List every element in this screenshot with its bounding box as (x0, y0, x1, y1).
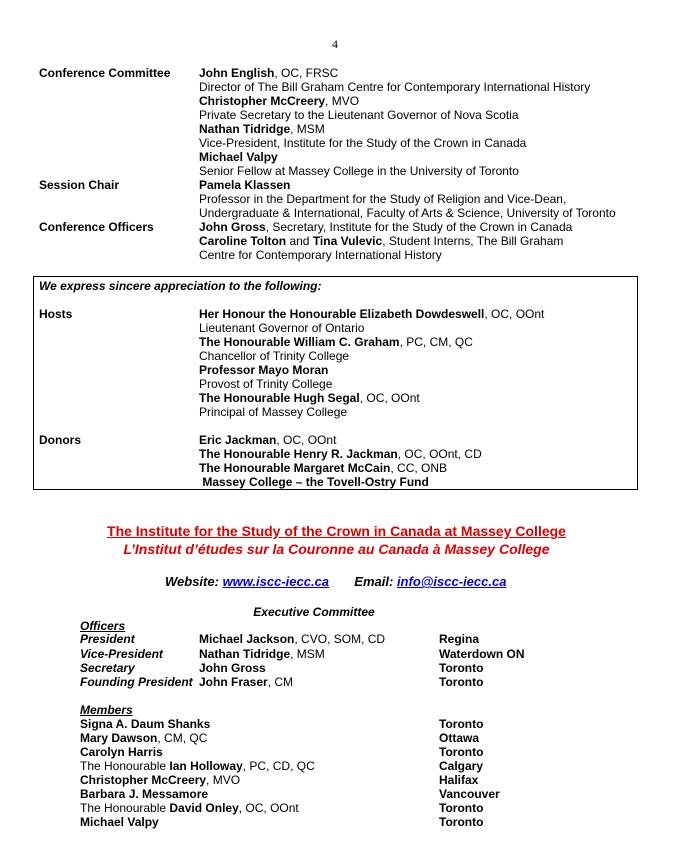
officer-role: Vice-President (80, 647, 163, 661)
officer-city: Waterdown ON (439, 647, 525, 661)
donor-line: The Honourable Margaret McCain, CC, ONB (199, 461, 448, 475)
member-city: Ottawa (439, 731, 480, 745)
chair-line: Undergraduate & International, Faculty of Arts & Science, University of Toronto (199, 206, 616, 220)
member-city: Toronto (439, 801, 484, 815)
member-city: Toronto (439, 815, 484, 829)
officer-line: Caroline Tolton and Tina Vulevic, Student Interns, The Bill Graham (199, 234, 564, 248)
email-label: Email: (354, 574, 394, 589)
conf-line: Vice-President, Institute for the Study of the Crown in Canada (199, 136, 527, 150)
donor-line: Eric Jackman, OC, OOnt (199, 433, 337, 447)
officer-name: Nathan Tidridge, MSM (199, 647, 325, 661)
host-line: The Honourable Hugh Segal, OC, OOnt (199, 391, 420, 405)
donor-line: Massey College – the Tovell-Ostry Fund (199, 475, 429, 489)
website-label: Website: (165, 574, 219, 589)
host-line: Principal of Massey College (199, 405, 348, 419)
host-line: Chancellor of Trinity College (199, 349, 350, 363)
officer-city: Toronto (439, 675, 484, 689)
member-name: Barbara J. Messamore (80, 787, 209, 801)
officer-name: John Gross (199, 661, 266, 675)
host-line: The Honourable William C. Graham, PC, CM, QC (199, 335, 473, 349)
conf-line: Director of The Bill Graham Centre for Contemporary International History (199, 80, 591, 94)
officer-name: Michael Jackson, CVO, SOM, CD (199, 632, 386, 646)
conf-line: Senior Fellow at Massey College in the University of Toronto (199, 164, 519, 178)
donor-line: The Honourable Henry R. Jackman, OC, OOnt, CD (199, 447, 482, 461)
conf-line: John English, OC, FRSC (199, 66, 339, 80)
conf-line: Michael Valpy (199, 150, 278, 164)
host-line: Professor Mayo Moran (199, 363, 329, 377)
conf-line: Private Secretary to the Lieutenant Governor of Nova Scotia (199, 108, 519, 122)
member-city: Vancouver (439, 787, 500, 801)
website-link[interactable]: www.iscc-iecc.ca (222, 574, 330, 589)
institute-title-en: The Institute for the Study of the Crown in Canada at Massey College (107, 523, 566, 539)
member-name: The Honourable David Onley, OC, OOnt (80, 801, 299, 815)
page-number: 4 (332, 37, 338, 51)
member-city: Toronto (439, 745, 484, 759)
officer-city: Toronto (439, 661, 484, 675)
member-name: Carolyn Harris (80, 745, 163, 759)
conf-line: Nathan Tidridge, MSM (199, 122, 325, 136)
officer-role: Founding President (80, 675, 193, 689)
officer-role: Secretary (80, 661, 135, 675)
donors-label: Donors (39, 433, 81, 447)
officers-heading: Officers (80, 619, 126, 633)
email-link[interactable]: info@iscc-iecc.ca (396, 574, 507, 589)
session-chair-label: Session Chair (39, 178, 120, 192)
officer-line: John Gross, Secretary, Institute for the Study of the Crown in Canada (199, 220, 573, 234)
member-name: Christopher McCreery, MVO (80, 773, 241, 787)
exec-heading: Executive Committee (253, 605, 375, 619)
member-name: Mary Dawson, CM, QC (80, 731, 208, 745)
members-heading: Members (80, 703, 133, 717)
conference-committee-label: Conference Committee (39, 66, 171, 80)
host-line: Provost of Trinity College (199, 377, 333, 391)
chair-line: Professor in the Department for the Study of Religion and Vice-Dean, (199, 192, 567, 206)
hosts-label: Hosts (39, 307, 73, 321)
chair-line: Pamela Klassen (199, 178, 291, 192)
member-name: Michael Valpy (80, 815, 159, 829)
officer-line: Centre for Contemporary International History (199, 248, 442, 262)
appreciation-heading: We express sincere appreciation to the following: (39, 279, 322, 293)
member-city: Calgary (439, 759, 484, 773)
host-line: Lieutenant Governor of Ontario (199, 321, 365, 335)
member-name: Signa A. Daum Shanks (80, 717, 211, 731)
officer-city: Regina (439, 632, 480, 646)
contact-line (165, 575, 506, 589)
member-name: The Honourable Ian Holloway, PC, CD, QC (80, 759, 315, 773)
host-line: Her Honour the Honourable Elizabeth Dowdeswell, OC, OOnt (199, 307, 545, 321)
member-city: Toronto (439, 717, 484, 731)
conf-line: Christopher McCreery, MVO (199, 94, 360, 108)
institute-title-fr: L’Institut d’études sur la Couronne au Canada à Massey College (123, 541, 550, 557)
conference-officers-label: Conference Officers (39, 220, 154, 234)
officer-role: President (80, 632, 135, 646)
officer-name: John Fraser, CM (199, 675, 294, 689)
member-city: Halifax (439, 773, 479, 787)
